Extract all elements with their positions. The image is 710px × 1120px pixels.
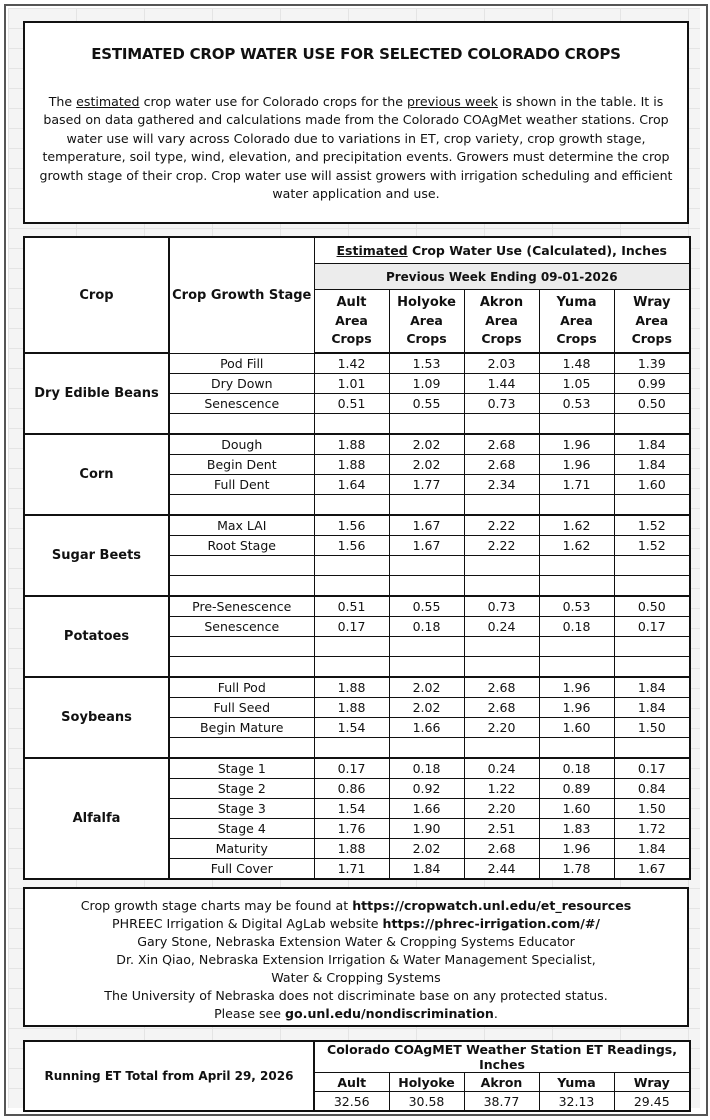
table-row [24,596,690,617]
water-use-value-cell [539,556,614,576]
water-use-value-cell: 2.22 [464,515,539,536]
growth-stage-cell: Begin Dent [169,455,314,475]
water-use-value-cell: 1.22 [464,779,539,799]
growth-stage-cell: Dough [169,434,314,455]
water-use-value-cell [389,738,464,759]
water-use-value-cell: 1.52 [614,515,690,536]
crop-name-cell: Dry Edible Beans [24,353,169,434]
water-use-value-cell [314,495,389,516]
table-row [24,758,690,779]
water-use-value-cell: 2.02 [389,677,464,698]
water-use-value-cell: 1.62 [539,515,614,536]
water-use-value-cell [464,637,539,657]
info-line-water-cropping: Water & Cropping Systems [271,970,441,985]
growth-stage-cell: Full Pod [169,677,314,698]
area-label: Area [485,313,518,328]
location-name: Ault [336,295,367,310]
water-use-estimated-label: Estimated [336,243,408,258]
water-use-value-cell: 0.53 [539,394,614,414]
growth-stage-cell: Pre-Senescence [169,596,314,617]
water-use-value-cell: 2.68 [464,677,539,698]
water-use-value-cell [614,657,690,678]
water-use-value-cell: 0.51 [314,596,389,617]
crops-label: Crops [331,331,372,346]
running-et-table [23,1040,691,1112]
water-use-value-cell [464,495,539,516]
water-use-value-cell: 1.84 [614,698,690,718]
water-use-value-cell: 0.17 [614,758,690,779]
growth-stage-cell: Begin Mature [169,718,314,738]
crop-water-use-table [23,236,691,880]
growth-stage-cell: Full Cover [169,859,314,880]
water-use-value-cell: 0.50 [614,394,690,414]
crops-label: Crops [556,331,597,346]
water-use-value-cell: 1.88 [314,677,389,698]
water-use-value-cell: 1.66 [389,799,464,819]
growth-stage-cell: Full Seed [169,698,314,718]
location-header-wray [614,290,690,354]
growth-stage-cell [169,657,314,678]
growth-stage-cell [169,637,314,657]
water-use-value-cell: 2.68 [464,839,539,859]
growth-stage-cell: Max LAI [169,515,314,536]
water-use-value-cell: 0.18 [389,758,464,779]
water-use-value-cell: 2.03 [464,353,539,374]
growth-stage-cell: Stage 2 [169,779,314,799]
water-use-value-cell: 1.71 [314,859,389,880]
crop-column-header: Crop [24,237,169,353]
water-use-value-cell: 1.71 [539,475,614,495]
table-row [24,353,690,374]
water-use-value-cell [614,576,690,597]
growth-stage-cell: Root Stage [169,536,314,556]
water-use-value-cell: 1.84 [614,455,690,475]
water-use-value-cell: 2.34 [464,475,539,495]
info-line-nondiscrimination: The University of Nebraska does not discriminate base on any protected status. [104,988,608,1003]
water-use-value-cell: 0.86 [314,779,389,799]
water-use-value-cell: 1.42 [314,353,389,374]
info-line-xin-qiao: Dr. Xin Qiao, Nebraska Extension Irrigation & Water Management Specialist, [116,952,596,967]
water-use-value-cell [614,556,690,576]
water-use-value-cell [464,657,539,678]
info-period: . [493,1006,498,1021]
info-please-see-text: Please see [214,1006,286,1021]
growth-stage-cell [169,495,314,516]
crops-label: Crops [481,331,522,346]
crop-name-cell: Potatoes [24,596,169,677]
area-label: Area [410,313,443,328]
water-use-value-cell: 0.17 [614,617,690,637]
water-use-value-cell [314,556,389,576]
water-use-value-cell: 1.54 [314,799,389,819]
water-use-value-cell: 2.68 [464,434,539,455]
intro-text-3: is shown in the table. It is based on data gathered and calculations made from the Colorado COAgMet weather stations. Crop water use will vary across Colorado due to variations in ET, crop variety, crop growth stage, temperature, soil type, wind, elevation, and precipitation events. Growers must determine the crop growth stage of their crop. Crop water use will assist growers with irrigation scheduling and efficient water application and use. [39,94,673,202]
nondiscrimination-link[interactable]: go.unl.edu/nondiscrimination [285,1006,494,1021]
water-use-value-cell: 0.53 [539,596,614,617]
water-use-value-cell [314,657,389,678]
water-use-value-cell [389,495,464,516]
water-use-value-cell: 1.84 [614,839,690,859]
growth-stage-column-header: Crop Growth Stage [169,237,314,353]
growth-stage-cell: Senescence [169,617,314,637]
phreec-link[interactable]: https://phrec-irrigation.com/#/ [382,916,600,931]
water-use-value-cell: 0.17 [314,617,389,637]
area-label: Area [635,313,669,328]
water-use-value-cell: 1.50 [614,799,690,819]
running-et-value: 30.58 [389,1092,464,1112]
table-row [24,677,690,698]
running-et-value: 32.13 [539,1092,614,1112]
water-use-value-cell [314,576,389,597]
water-use-value-cell: 1.67 [389,536,464,556]
water-use-value-cell: 2.44 [464,859,539,880]
water-use-value-cell: 1.52 [614,536,690,556]
info-line-phreec [25,915,687,933]
growth-stage-cell: Full Dent [169,475,314,495]
intro-estimated-underlined: estimated [76,94,140,109]
location-header-ault [314,290,389,354]
water-use-value-cell: 1.72 [614,819,690,839]
water-use-value-cell: 2.20 [464,799,539,819]
water-use-value-cell: 1.84 [389,859,464,880]
table-row [24,434,690,455]
growth-stage-cell: Dry Down [169,374,314,394]
water-use-value-cell: 0.84 [614,779,690,799]
water-use-value-cell: 0.24 [464,617,539,637]
water-use-value-cell [314,738,389,759]
info-line-charts [25,897,687,915]
water-use-value-cell: 0.55 [389,596,464,617]
water-use-value-cell [539,738,614,759]
water-use-value-cell: 1.67 [389,515,464,536]
water-use-value-cell: 1.96 [539,698,614,718]
water-use-value-cell: 1.05 [539,374,614,394]
water-use-value-cell: 2.68 [464,455,539,475]
growth-stage-cell [169,576,314,597]
crop-name-cell: Sugar Beets [24,515,169,596]
running-et-label: Running ET Total from April 29, 2026 [24,1041,314,1111]
location-header-akron [464,290,539,354]
water-use-value-cell: 1.01 [314,374,389,394]
water-use-value-cell: 1.60 [614,475,690,495]
water-use-value-cell: 2.02 [389,455,464,475]
water-use-value-cell [389,414,464,435]
water-use-value-cell [464,556,539,576]
water-use-value-cell: 2.22 [464,536,539,556]
water-use-value-cell: 1.66 [389,718,464,738]
water-use-value-cell [614,738,690,759]
running-location-header: Yuma [539,1073,614,1092]
info-line-gary-stone: Gary Stone, Nebraska Extension Water & Cropping Systems Educator [137,934,575,949]
water-use-header [314,237,690,264]
water-use-value-cell [464,576,539,597]
info-charts-text: Crop growth stage charts may be found at [80,898,353,913]
location-header-yuma [539,290,614,354]
water-use-value-cell [464,414,539,435]
water-use-value-cell: 0.18 [539,758,614,779]
water-use-value-cell: 1.76 [314,819,389,839]
water-use-value-cell: 1.78 [539,859,614,880]
water-use-value-cell: 1.96 [539,455,614,475]
water-use-value-cell: 1.64 [314,475,389,495]
water-use-value-cell: 2.51 [464,819,539,839]
water-use-value-cell: 0.73 [464,394,539,414]
water-use-value-cell: 1.88 [314,698,389,718]
water-use-value-cell: 1.53 [389,353,464,374]
water-use-value-cell [314,637,389,657]
water-use-value-cell: 1.67 [614,859,690,880]
water-use-value-cell: 2.68 [464,698,539,718]
water-use-value-cell: 1.56 [314,515,389,536]
running-location-header: Holyoke [389,1073,464,1092]
water-use-value-cell [539,414,614,435]
table-row [24,515,690,536]
running-et-title: Colorado COAgMET Weather Station ET Readings, Inches [314,1041,690,1073]
crop-name-cell: Soybeans [24,677,169,758]
growth-stage-cell [169,738,314,759]
water-use-value-cell: 1.90 [389,819,464,839]
growth-stage-cell: Stage 3 [169,799,314,819]
water-use-value-cell [389,657,464,678]
page-title: ESTIMATED CROP WATER USE FOR SELECTED COLORADO CROPS [91,45,621,63]
running-et-value: 38.77 [464,1092,539,1112]
water-use-value-cell: 0.55 [389,394,464,414]
week-ending-header: Previous Week Ending 09-01-2026 [314,264,690,290]
crop-name-cell: Alfalfa [24,758,169,879]
growth-stage-cell: Pod Fill [169,353,314,374]
running-et-value: 29.45 [614,1092,690,1112]
water-use-value-cell: 2.02 [389,698,464,718]
intro-panel [23,21,689,224]
water-use-value-cell: 1.39 [614,353,690,374]
water-use-value-cell [539,576,614,597]
info-panel [23,887,689,1027]
water-use-value-cell: 1.88 [314,434,389,455]
water-use-value-cell: 1.96 [539,839,614,859]
water-use-value-cell: 1.88 [314,455,389,475]
water-use-value-cell: 0.50 [614,596,690,617]
water-use-value-cell: 0.92 [389,779,464,799]
water-use-value-cell: 2.20 [464,718,539,738]
water-use-value-cell: 0.17 [314,758,389,779]
water-use-value-cell: 0.51 [314,394,389,414]
intro-previous-week-underlined: previous week [406,94,498,109]
water-use-value-cell: 0.73 [464,596,539,617]
water-use-value-cell: 1.60 [539,799,614,819]
water-use-value-cell: 1.50 [614,718,690,738]
water-use-value-cell: 1.77 [389,475,464,495]
crop-name-cell: Corn [24,434,169,515]
running-location-header: Wray [614,1073,690,1092]
water-use-value-cell [539,657,614,678]
water-use-value-cell: 1.48 [539,353,614,374]
water-use-value-cell: 1.96 [539,434,614,455]
info-phreec-text: PHREEC Irrigation & Digital AgLab website [112,916,383,931]
intro-paragraph [39,93,673,203]
water-use-value-cell [389,576,464,597]
intro-text-1: The [48,94,77,109]
water-use-value-cell [539,637,614,657]
location-name: Akron [479,295,524,310]
water-use-value-cell: 0.24 [464,758,539,779]
location-name: Yuma [556,295,597,310]
growth-stage-cell: Senescence [169,394,314,414]
location-name: Holyoke [397,295,456,310]
growth-stage-cell [169,414,314,435]
location-name: Wray [633,295,671,310]
water-use-title-rest: Crop Water Use (Calculated), Inches [407,243,667,258]
growth-stage-cell: Stage 4 [169,819,314,839]
water-use-value-cell [314,414,389,435]
water-use-value-cell: 2.02 [389,839,464,859]
water-use-value-cell: 0.99 [614,374,690,394]
water-use-value-cell: 1.44 [464,374,539,394]
water-use-value-cell: 1.60 [539,718,614,738]
area-label: Area [335,313,368,328]
water-use-value-cell: 1.84 [614,677,690,698]
water-use-value-cell: 1.09 [389,374,464,394]
water-use-value-cell [464,738,539,759]
water-use-value-cell: 0.18 [539,617,614,637]
water-use-value-cell: 1.83 [539,819,614,839]
water-use-value-cell [539,495,614,516]
growth-stage-cell: Stage 1 [169,758,314,779]
crops-label: Crops [631,331,672,346]
crops-label: Crops [406,331,447,346]
running-location-header: Akron [464,1073,539,1092]
water-use-value-cell: 2.02 [389,434,464,455]
water-use-value-cell: 0.89 [539,779,614,799]
cropwatch-link[interactable]: https://cropwatch.unl.edu/et_resources [352,898,632,913]
water-use-value-cell [614,414,690,435]
water-use-value-cell [614,637,690,657]
location-header-holyoke [389,290,464,354]
water-use-value-cell: 1.62 [539,536,614,556]
water-use-value-cell: 1.56 [314,536,389,556]
water-use-value-cell: 1.84 [614,434,690,455]
water-use-value-cell [614,495,690,516]
area-label: Area [560,313,593,328]
running-et-value: 32.56 [314,1092,389,1112]
water-use-value-cell [389,556,464,576]
running-location-header: Ault [314,1073,389,1092]
water-use-value-cell: 1.96 [539,677,614,698]
info-line-please-see [25,1005,687,1023]
water-use-value-cell: 0.18 [389,617,464,637]
water-use-value-cell: 1.54 [314,718,389,738]
growth-stage-cell: Maturity [169,839,314,859]
intro-text-2: crop water use for Colorado crops for the [139,94,407,109]
water-use-value-cell [389,637,464,657]
water-use-value-cell: 1.88 [314,839,389,859]
growth-stage-cell [169,556,314,576]
